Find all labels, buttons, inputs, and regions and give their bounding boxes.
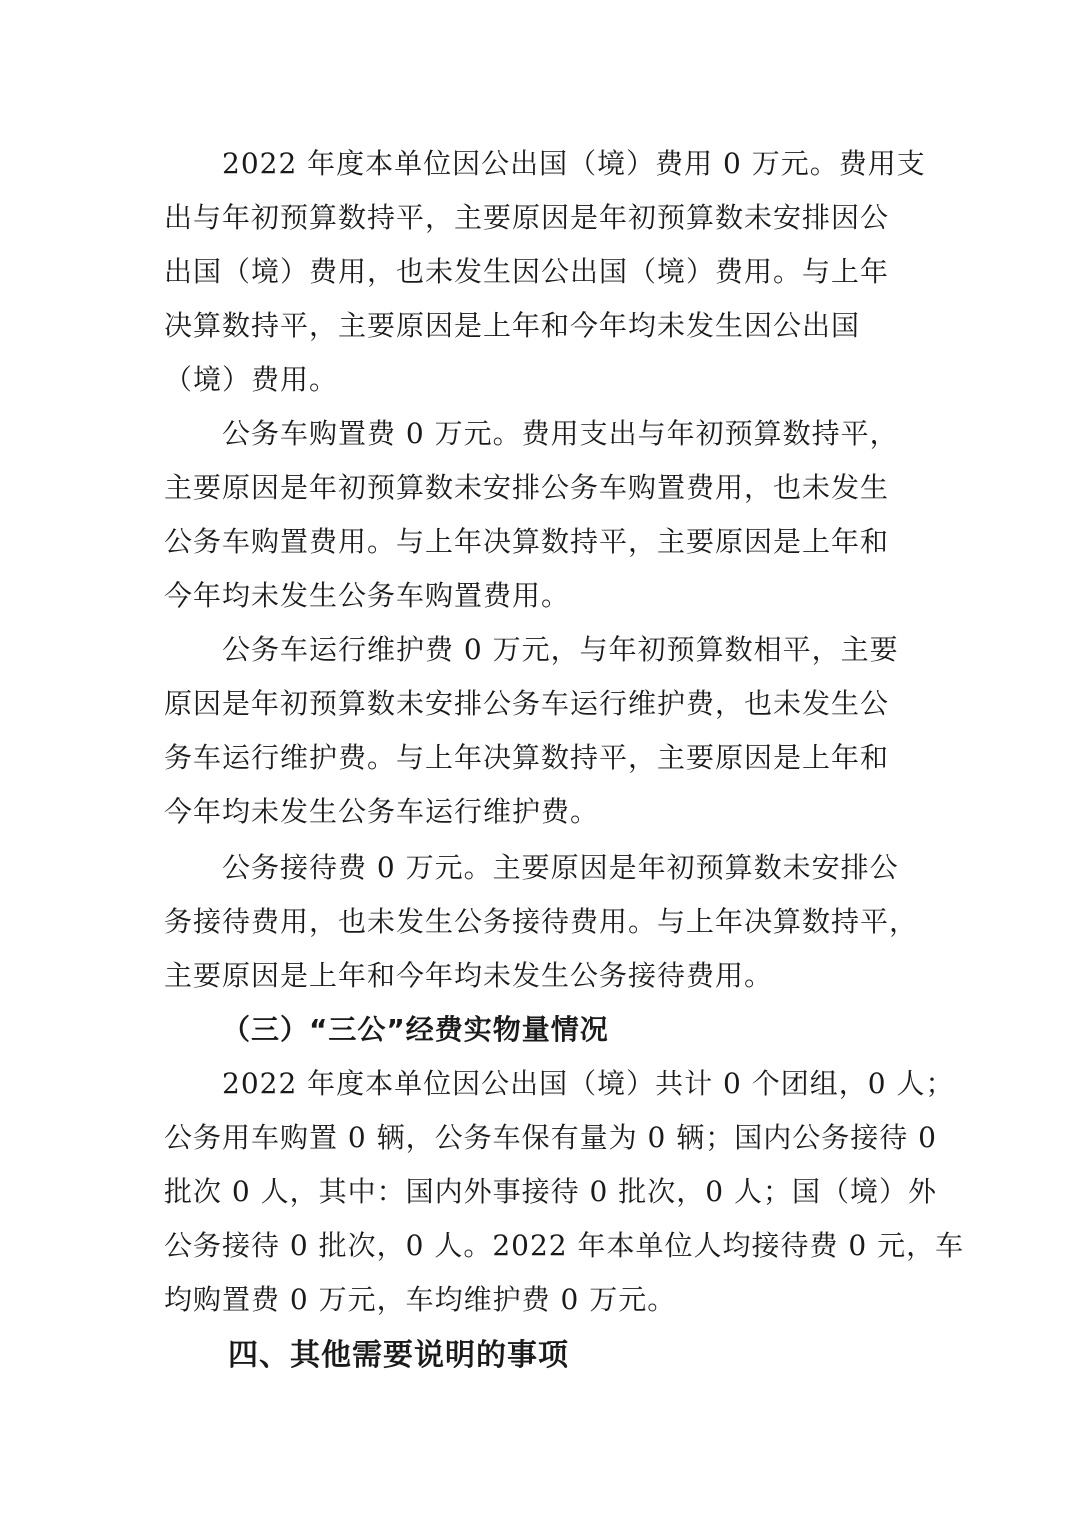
section-heading-other-matters: 四、其他需要说明的事项	[228, 1338, 569, 1373]
paragraph-line: 原因是年初预算数未安排公务车运行维护费，也未发生公	[164, 687, 890, 720]
paragraph-line: 2022 年度本单位因公出国（境）共计 0 个团组，0 人；	[222, 1067, 955, 1100]
paragraph-line: 出国（境）费用，也未发生因公出国（境）费用。与上年	[164, 255, 890, 288]
paragraph-line: 公务车购置费用。与上年决算数持平，主要原因是上年和	[164, 525, 890, 558]
paragraph-line: 公务车运行维护费 0 万元，与年初预算数相平，主要	[222, 633, 899, 666]
paragraph-line: 务车运行维护费。与上年决算数持平，主要原因是上年和	[164, 741, 890, 774]
paragraph-line: 出与年初预算数持平，主要原因是年初预算数未安排因公	[164, 201, 890, 234]
paragraph-line: 公务接待 0 批次，0 人。2022 年本单位人均接待费 0 元，车	[164, 1229, 965, 1262]
paragraph-line: 批次 0 人，其中：国内外事接待 0 批次，0 人；国（境）外	[164, 1175, 937, 1208]
paragraph-line: 主要原因是年初预算数未安排公务车购置费用，也未发生	[164, 471, 890, 504]
paragraph-line: 今年均未发生公务车运行维护费。	[164, 795, 600, 828]
paragraph-line: 公务车购置费 0 万元。费用支出与年初预算数持平，	[222, 417, 899, 450]
paragraph-line: 决算数持平，主要原因是上年和今年均未发生因公出国	[164, 309, 861, 342]
paragraph-line: 主要原因是上年和今年均未发生公务接待费用。	[164, 959, 774, 992]
paragraph-line: 均购置费 0 万元，车均维护费 0 万元。	[164, 1283, 677, 1316]
paragraph-line: （境）费用。	[164, 363, 339, 396]
paragraph-line: 务接待费用，也未发生公务接待费用。与上年决算数持平，	[164, 905, 919, 938]
paragraph-line: 今年均未发生公务车购置费用。	[164, 579, 571, 612]
paragraph-line: 公务用车购置 0 辆，公务车保有量为 0 辆；国内公务接待 0	[164, 1121, 937, 1154]
section-heading-physical-quantity: （三）“三公”经费实物量情况	[222, 1013, 609, 1046]
paragraph-line: 公务接待费 0 万元。主要原因是年初预算数未安排公	[222, 851, 899, 884]
paragraph-line: 2022 年度本单位因公出国（境）费用 0 万元。费用支	[222, 147, 926, 180]
